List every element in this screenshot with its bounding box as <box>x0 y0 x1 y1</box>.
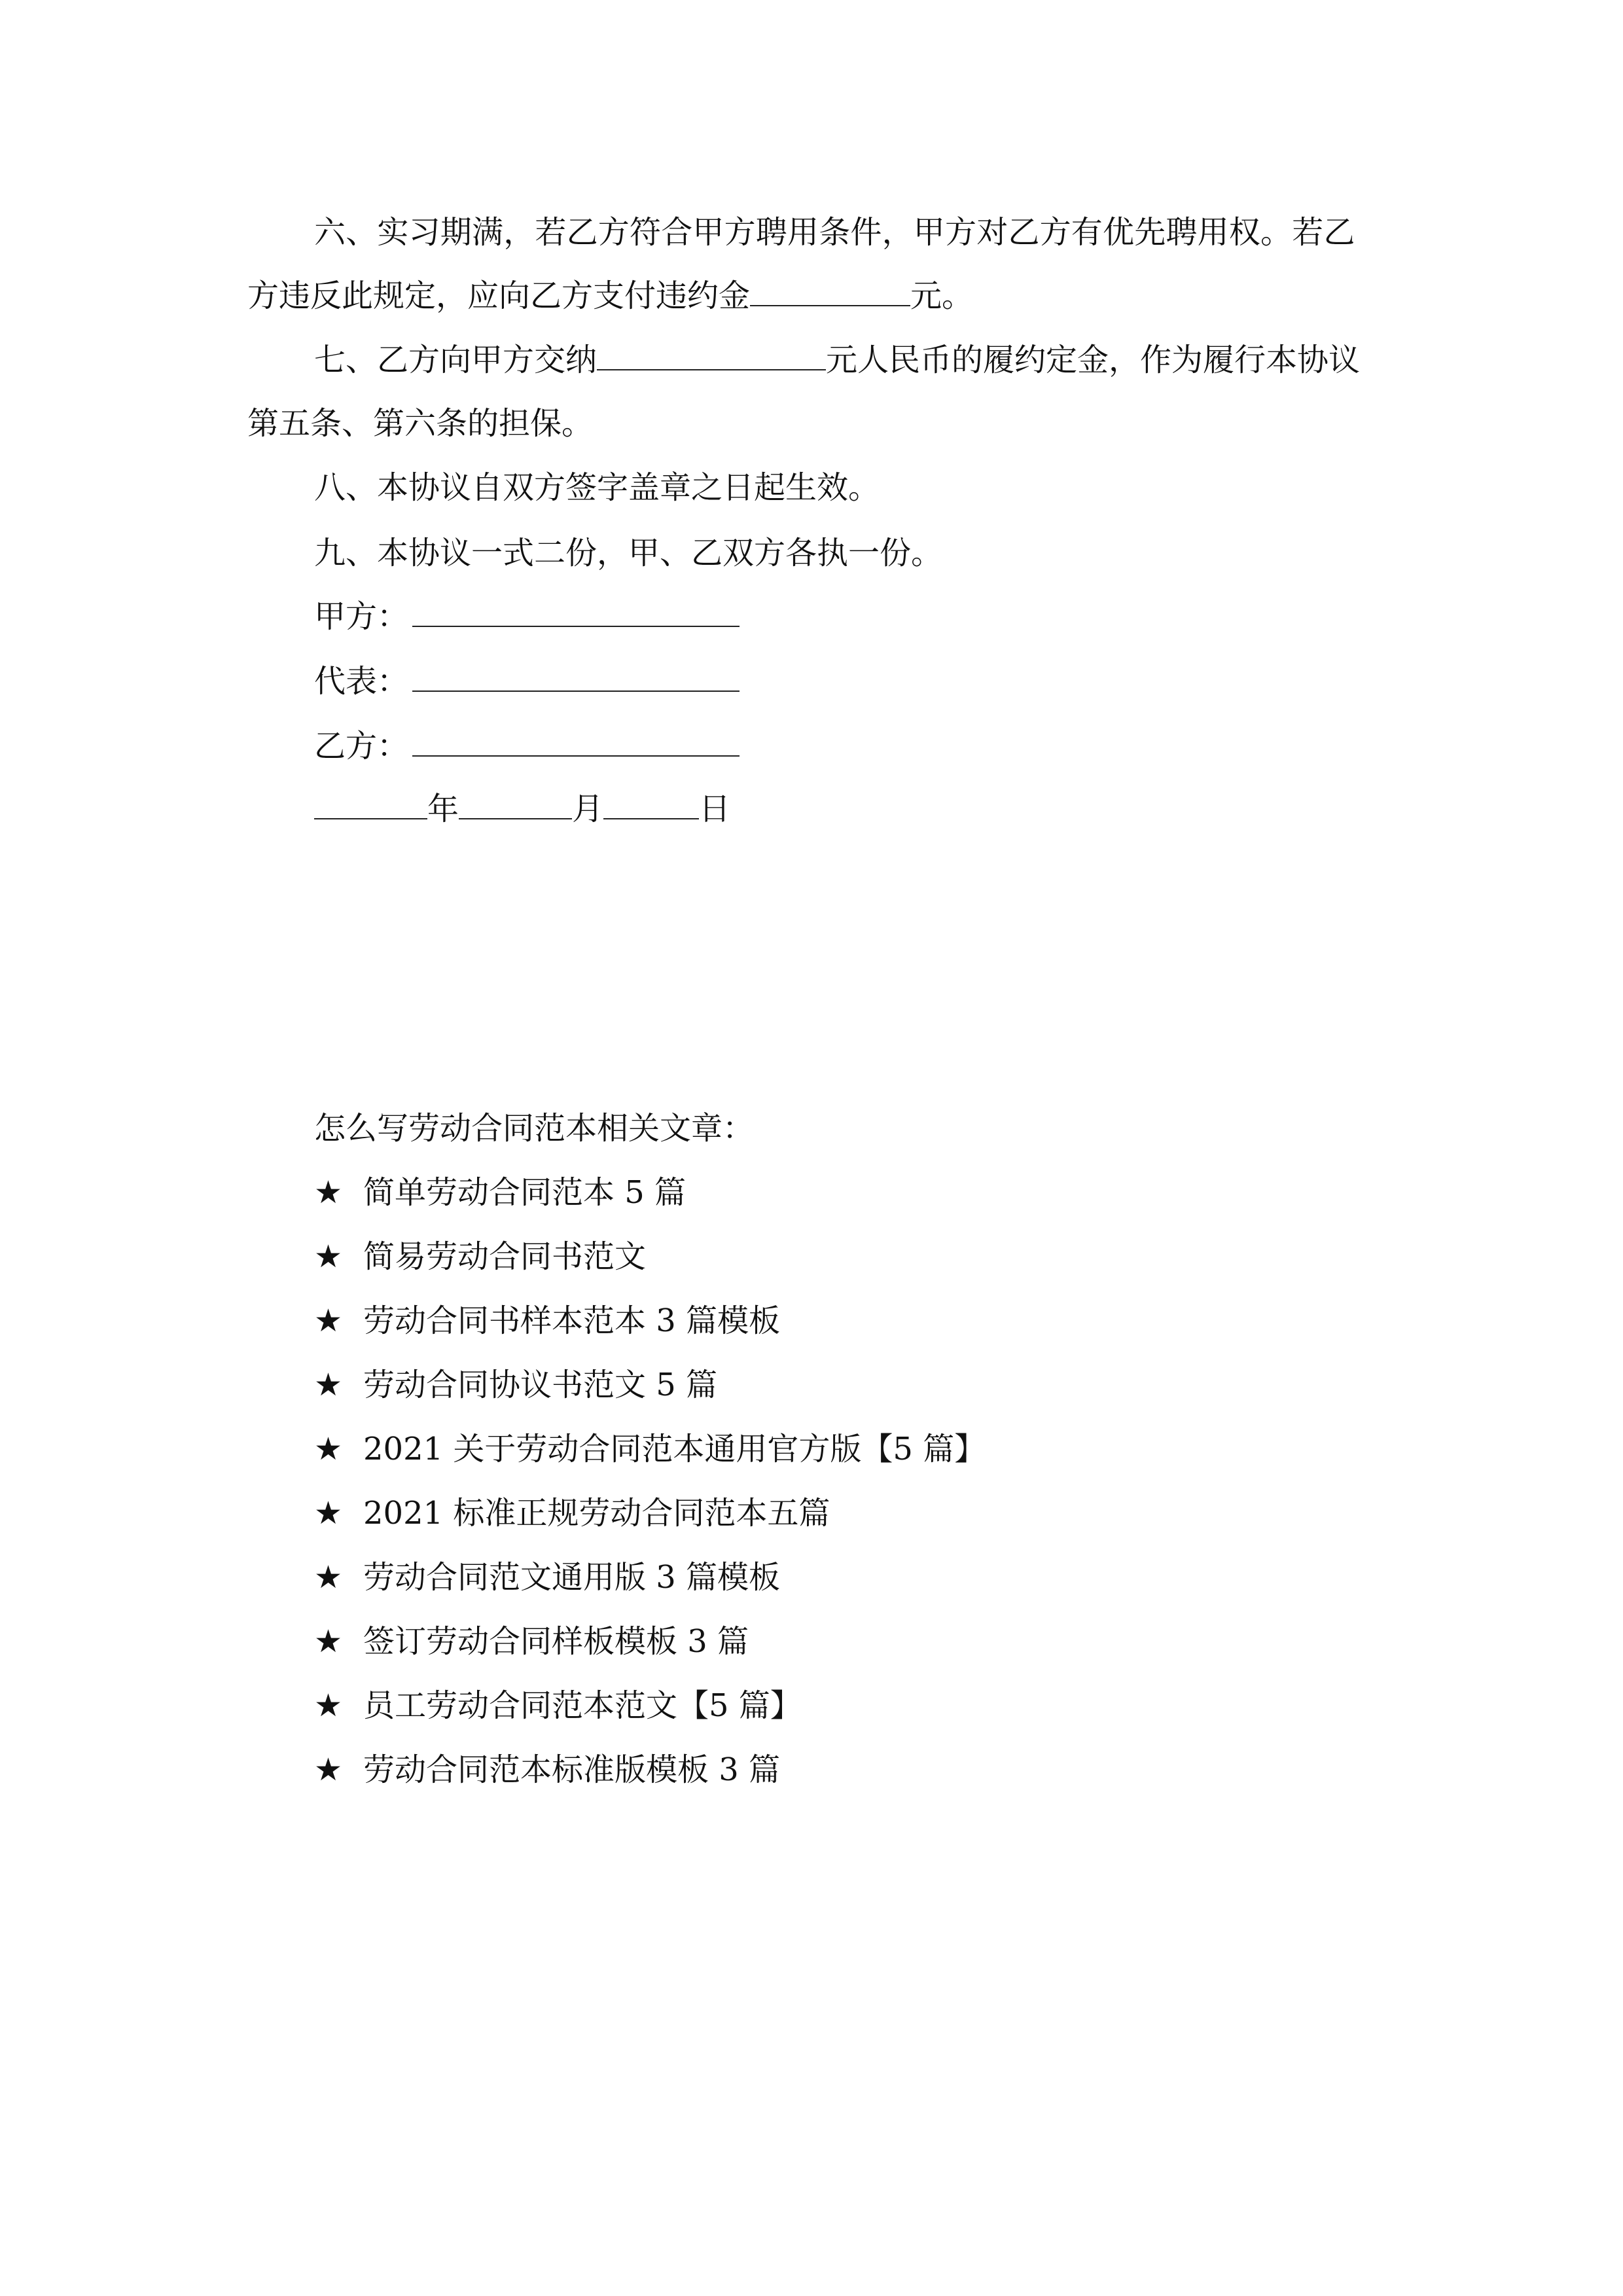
clause-seven-text-2: 元人民币的履约定金，作为履行本协议 <box>826 342 1361 378</box>
month-label: 月 <box>572 791 604 827</box>
party-a-blank[interactable] <box>412 597 740 627</box>
day-blank[interactable] <box>603 789 699 819</box>
star-icon: ★ <box>314 1687 343 1724</box>
star-icon: ★ <box>314 1623 343 1660</box>
clause-nine: 九、本协议一式二份，甲、乙双方各执一份。 <box>314 535 943 571</box>
related-article-link[interactable] <box>314 1750 780 1789</box>
clause-six-text: 方违反此规定，应向乙方支付违约金 <box>247 278 751 314</box>
related-article-link[interactable] <box>314 1429 986 1469</box>
related-article-link[interactable] <box>314 1237 646 1276</box>
related-article-title[interactable]: 2021 标准正规劳动合同范本五篇 <box>363 1495 830 1532</box>
clause-seven-line1 <box>314 340 1360 380</box>
star-icon: ★ <box>314 1367 343 1403</box>
related-article-title[interactable]: 劳动合同范本标准版模板 3 篇 <box>363 1751 781 1788</box>
related-article-title[interactable]: 劳动合同协议书范文 5 篇 <box>363 1367 718 1403</box>
star-icon: ★ <box>314 1495 343 1532</box>
related-article-title[interactable]: 签订劳动合同样板模板 3 篇 <box>363 1623 749 1660</box>
star-icon: ★ <box>314 1238 343 1275</box>
representative-blank[interactable] <box>412 662 740 692</box>
related-article-title[interactable]: 简易劳动合同书范文 <box>363 1238 647 1275</box>
clause-seven-line2: 第五条、第六条的担保。 <box>247 405 594 442</box>
clause-seven-text: 七、乙方向甲方交纳 <box>314 342 597 378</box>
day-label: 日 <box>699 791 731 827</box>
related-article-title[interactable]: 劳动合同书样本范本 3 篇模板 <box>363 1302 781 1339</box>
month-blank[interactable] <box>459 789 572 819</box>
clause-eight: 八、本协议自双方签字盖章之日起生效。 <box>314 469 880 506</box>
party-b-signature <box>314 726 740 766</box>
related-article-link[interactable] <box>314 1365 717 1405</box>
related-article-link[interactable] <box>314 1558 780 1597</box>
related-article-link[interactable] <box>314 1173 686 1212</box>
deposit-amount-blank[interactable] <box>597 340 826 370</box>
representative-signature <box>314 662 740 701</box>
party-b-blank[interactable] <box>412 726 740 757</box>
related-article-link[interactable] <box>314 1686 802 1725</box>
date-line <box>314 789 730 829</box>
related-article-link[interactable] <box>314 1301 780 1340</box>
star-icon: ★ <box>314 1559 343 1596</box>
party-a-label: 甲方： <box>314 598 409 635</box>
star-icon: ★ <box>314 1174 343 1211</box>
representative-label: 代表： <box>314 663 409 700</box>
year-blank[interactable] <box>314 789 427 819</box>
party-a-signature <box>314 597 740 636</box>
related-article-title[interactable]: 2021 关于劳动合同范本通用官方版【5 篇】 <box>363 1431 986 1467</box>
related-article-title[interactable]: 员工劳动合同范本范文【5 篇】 <box>363 1687 802 1724</box>
clause-six-unit: 元。 <box>910 278 974 314</box>
year-label: 年 <box>427 791 459 827</box>
related-articles-title: 怎么写劳动合同范本相关文章： <box>314 1110 755 1147</box>
penalty-amount-blank[interactable] <box>750 276 910 306</box>
related-article-link[interactable] <box>314 1622 749 1661</box>
related-article-title[interactable]: 简单劳动合同范本 5 篇 <box>363 1174 687 1211</box>
star-icon: ★ <box>314 1302 343 1339</box>
star-icon: ★ <box>314 1431 343 1467</box>
related-article-link[interactable] <box>314 1494 830 1533</box>
clause-six-line2 <box>247 276 973 315</box>
star-icon: ★ <box>314 1751 343 1788</box>
related-article-title[interactable]: 劳动合同范文通用版 3 篇模板 <box>363 1559 781 1596</box>
clause-six-line1: 六、实习期满，若乙方符合甲方聘用条件，甲方对乙方有优先聘用权。若乙 <box>314 214 1355 251</box>
party-b-label: 乙方： <box>314 728 409 764</box>
